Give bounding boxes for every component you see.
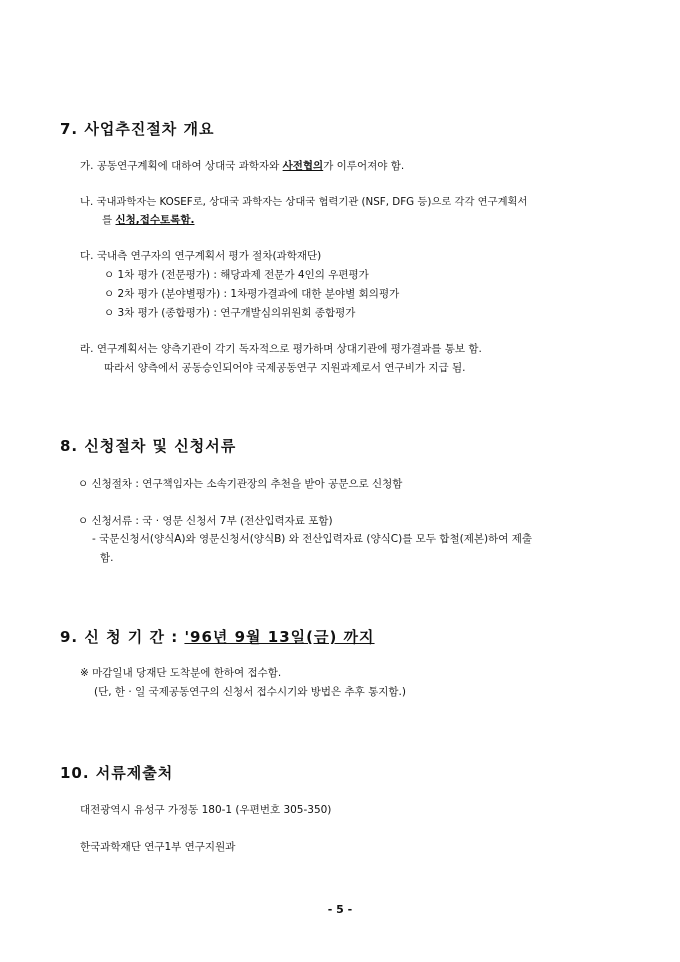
s8-item-documents: ㅇ 신청서류 : 국 · 영문 신청서 7부 (전산입력자료 포함) (78, 515, 333, 527)
s7-da-list-item: ㅇ 1차 평가 (전문평가) : 해당과제 전문가 4인의 우편평가 (104, 269, 369, 281)
s7-item-ga (80, 160, 404, 173)
s7-item-na-line2 (102, 214, 194, 227)
s7-ga-text-a: 가. 공동연구계획에 대하여 상대국 과학자와 (80, 160, 283, 172)
s7-na-emphasis: 신청,접수토록함. (115, 214, 195, 226)
s7-item-da: 다. 국내측 연구자의 연구계획서 평가 절차(과학재단) (80, 250, 322, 262)
s9-note-line1: ※ 마감일내 당재단 도착분에 한하여 접수함. (80, 667, 282, 679)
s8-documents-sub-line2: 함. (100, 552, 114, 564)
s7-ga-text-c: 가 이루어져야 함. (323, 160, 405, 172)
s7-item-ra-line2: 따라서 양측에서 공동승인되어야 국제공동연구 지원과제로서 연구비가 지급 됨. (104, 362, 466, 374)
s7-da-list-item: ㅇ 2차 평가 (분야별평가) : 1차평가결과에 대한 분야별 회의평가 (104, 288, 400, 300)
s9-deadline: '96년 9월 13일(금) 까지 (184, 628, 375, 646)
s7-na-text-a: 를 (102, 214, 116, 226)
s10-address: 대전광역시 유성구 가정동 180-1 (우편번호 305-350) (80, 804, 332, 816)
s7-item-ra-line1: 라. 연구계획서는 양측기관이 각기 독자적으로 평가하며 상대기관에 평가결과를 통보 함. (80, 343, 482, 355)
s7-ga-emphasis: 사전협의 (282, 160, 324, 172)
section-8-heading: 8. 신청절차 및 신청서류 (60, 437, 237, 455)
section-10-heading: 10. 서류제출처 (60, 764, 174, 782)
s7-da-list-item: ㅇ 3차 평가 (종합평가) : 연구개발심의위원회 종합평가 (104, 307, 356, 319)
s7-item-na-line1: 나. 국내과학자는 KOSEF로, 상대국 과학자는 상대국 협력기관 (NSF, DFG 등)으로 각각 연구계획서 (80, 196, 528, 208)
section-9-heading (60, 626, 375, 647)
page-number: - 5 - (327, 903, 353, 916)
s8-item-procedure: ㅇ 신청절차 : 연구책임자는 소속기관장의 추천을 받아 공문으로 신청함 (78, 478, 403, 490)
section-7-heading: 7. 사업추진절차 개요 (60, 120, 215, 138)
s9-heading-label: 9. 신 청 기 간 : (60, 628, 185, 646)
s8-documents-sub-line1: - 국문신청서(양식A)와 영문신청서(양식B) 와 전산입력자료 (양식C)를 모두 합철(제본)하여 제출 (92, 533, 532, 545)
s10-organization: 한국과학재단 연구1부 연구지원과 (80, 841, 236, 853)
s9-note-line2: (단, 한 · 일 국제공동연구의 신청서 접수시기와 방법은 추후 통지함.) (94, 686, 406, 698)
